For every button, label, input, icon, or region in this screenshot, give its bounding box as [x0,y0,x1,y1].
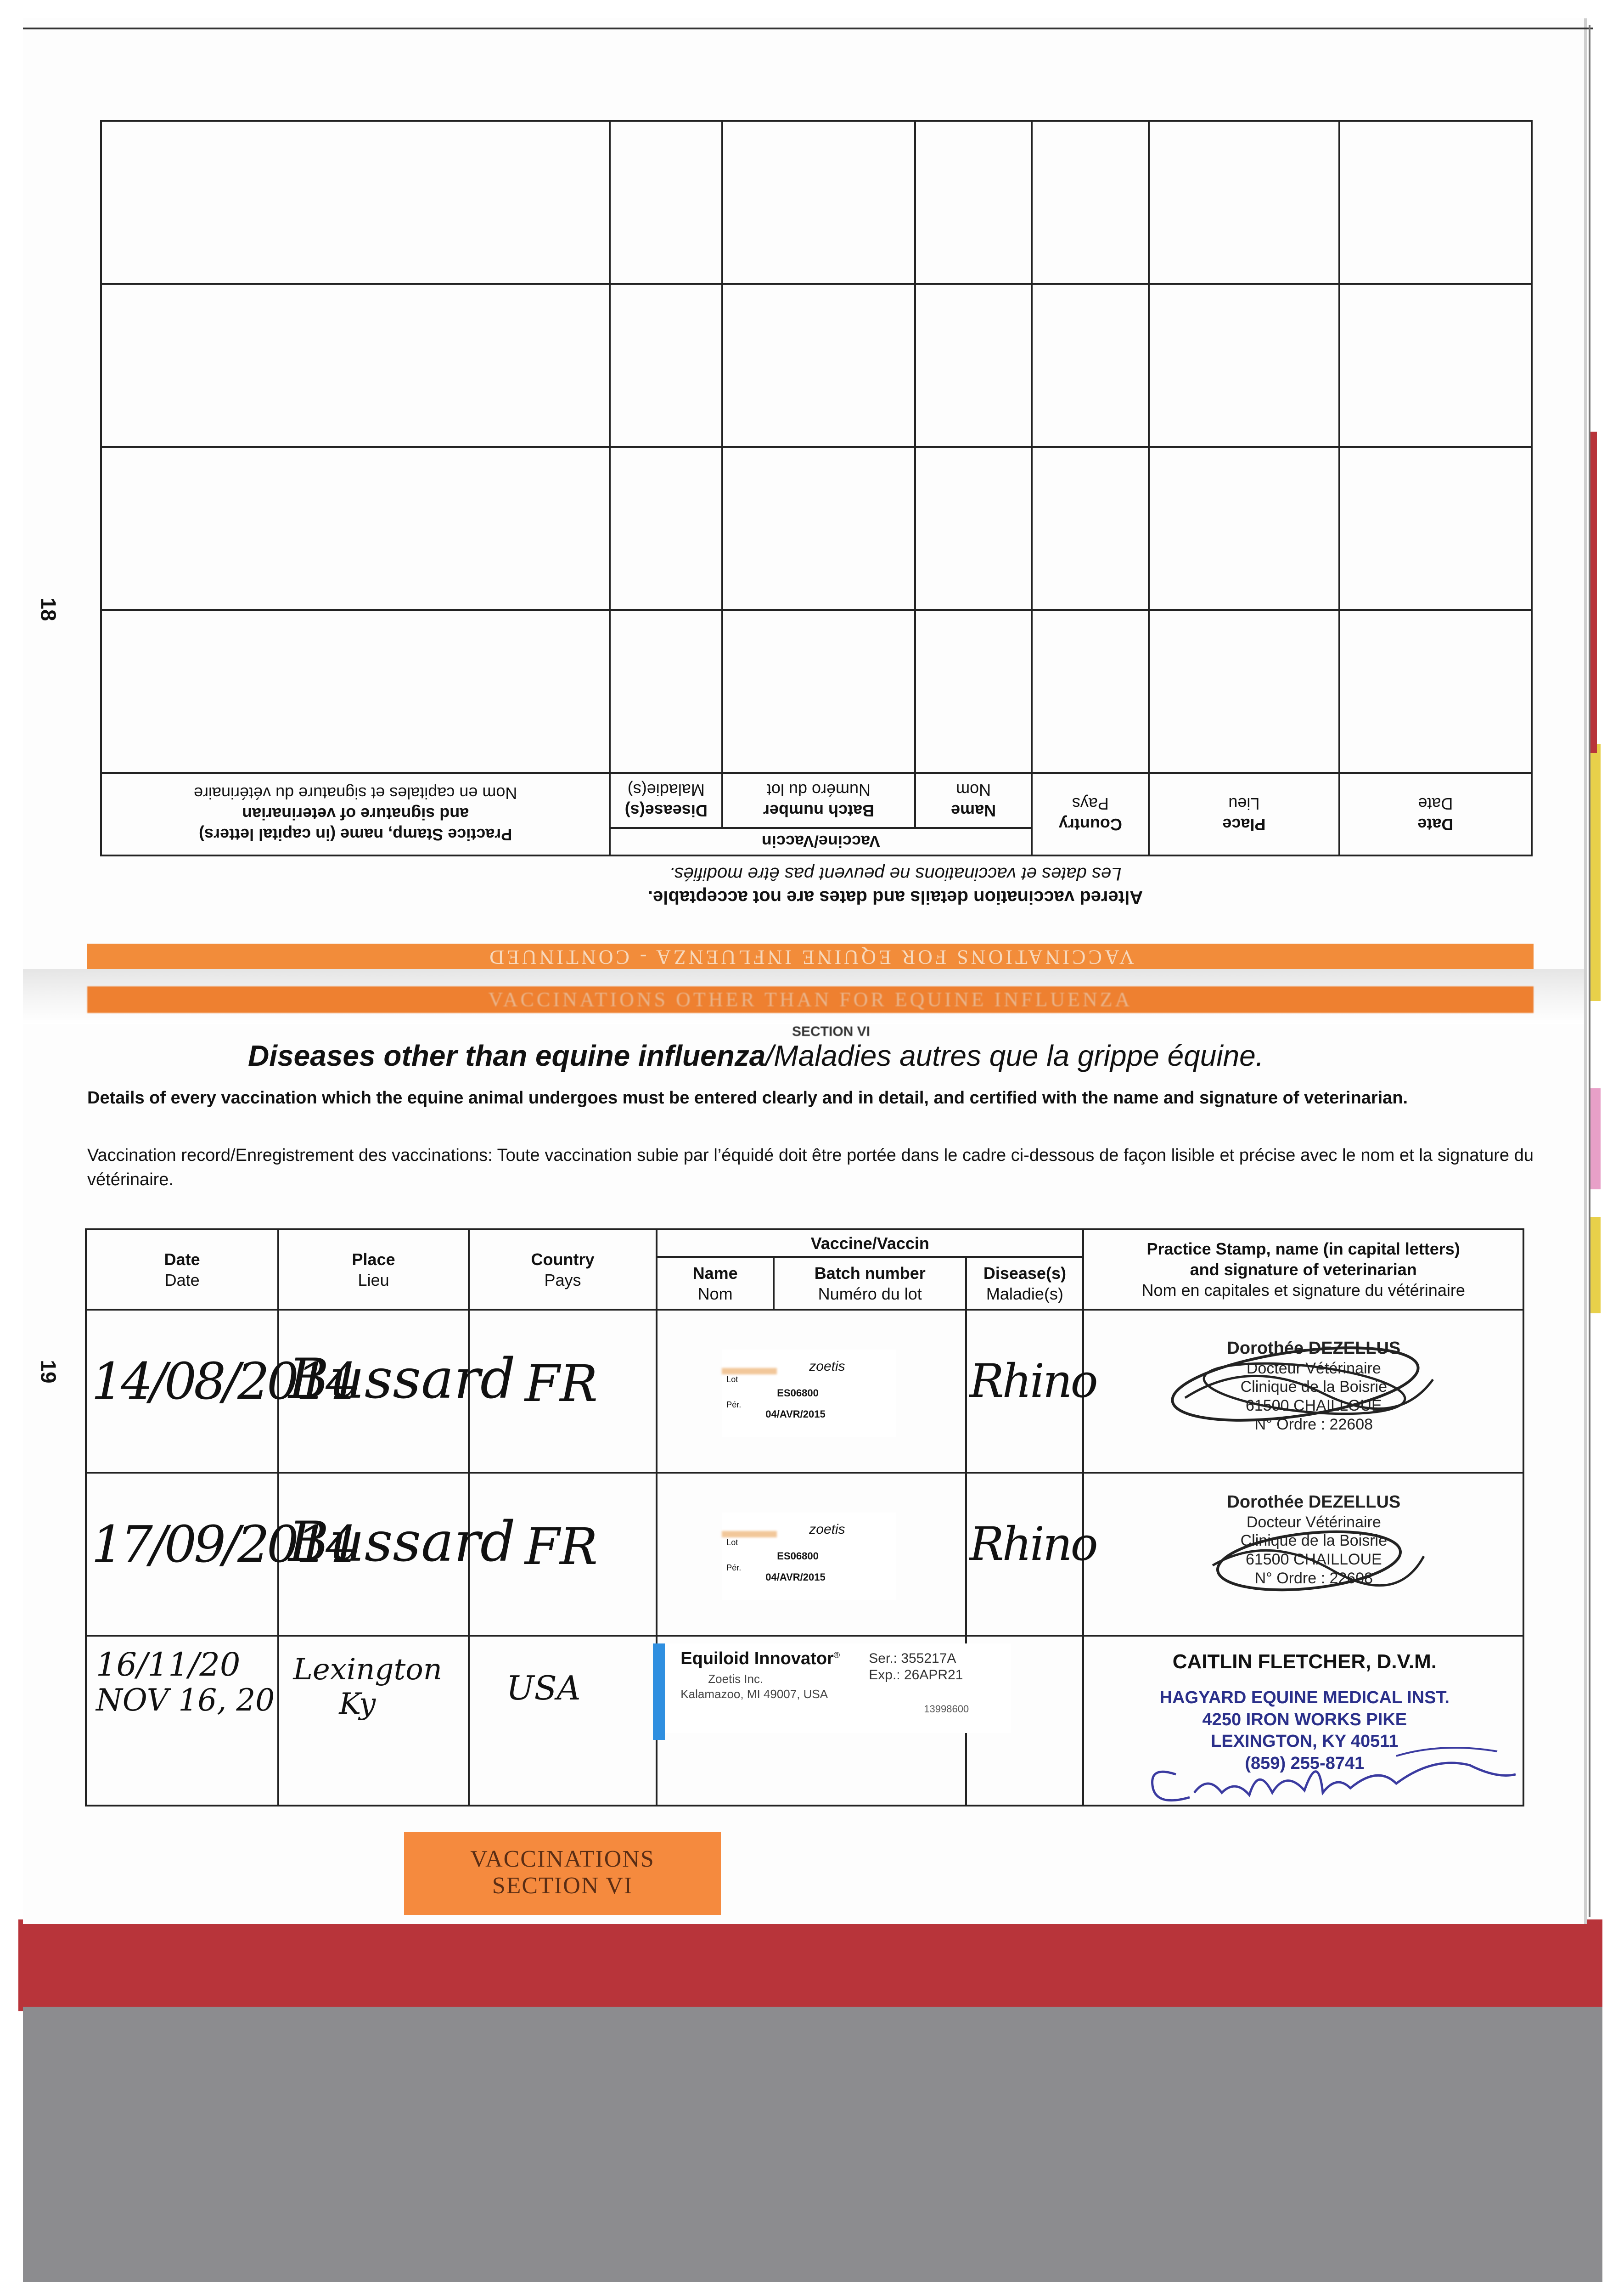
row3-label-blue-strip [653,1643,665,1740]
row1-vet-name: Dorothée DEZELLUS [1227,1339,1401,1358]
row3-label-cell [657,1636,969,1806]
row1-label-per: 04/AVR/2015 [765,1408,826,1420]
row1-country: FR [524,1354,598,1413]
row3-place-cell [278,1636,468,1806]
table-row [86,1310,1523,1473]
row1-label-blurred-product [722,1368,777,1374]
row2-country-cell [469,1473,657,1636]
scanner-bed [23,2007,1602,2282]
tab-line-1: VACCINATIONS [470,1846,655,1872]
row3-label-address: Kalamazoo, MI 49007, USA [680,1687,828,1701]
row1-label-brand: zoetis [809,1359,845,1374]
row1-country-cell [469,1310,657,1473]
row3-stamp-cell [1083,1636,1523,1806]
intro-french: Vaccination record/Enregistrement des vaccinations: Toute vaccination subie par l’équidé doit être portée dans le cadre ci-dessous de façon lisible et précise avec le nom et la signature du vétérinaire. [87,1146,1534,1190]
row2-label-blurred-product [722,1531,777,1537]
page-number-upper: 18 [36,597,61,621]
upper-header-name: Name Nom [915,773,1032,828]
upper-page-rotated [100,122,1533,856]
page-number-lower: 19 [36,1360,61,1384]
row2-label-per: 04/AVR/2015 [765,1571,826,1583]
row2-label-brand: zoetis [809,1522,845,1537]
section-title-rest: /Maladies autres que la grippe équine. [765,1039,1264,1072]
row2-signature-scribble [1194,1501,1433,1611]
row1-date: 14/08/2014 [91,1352,355,1411]
upper-header-country: Country Pays [1032,773,1149,855]
section-label: SECTION VI [792,1024,871,1039]
row2-disease: Rhino [969,1517,1096,1571]
row2-disease-cell [966,1473,1096,1636]
row2-date: 17/09/2014 [91,1515,355,1574]
row1-label-per-key: Pér. [726,1400,742,1409]
tab-line-2: SECTION VI [492,1873,633,1899]
lower-orange-band: VACCINATIONS OTHER THAN FOR EQUINE INFLUENZA [87,986,1534,1013]
row2-vet-town: 61500 CHAILLOUE [1245,1551,1382,1569]
row2-vet-clinic: Clinique de la Boisrie [1240,1532,1388,1550]
upper-empty-row [101,284,1532,447]
row1-signature-scribble [1158,1329,1451,1448]
row1-vet-town: 61500 CHAILLOUE [1245,1397,1382,1415]
upper-warning [597,863,1194,907]
row2-vet-title: Docteur Vétérinaire [1246,1513,1381,1531]
row2-label-lot: ES06800 [777,1550,819,1562]
row3-label-serial: Ser.: 355217A [869,1651,956,1666]
row2-place-cell [278,1473,516,1636]
section-tab-label [404,1832,721,1915]
row3-vaccine-label [653,1643,1011,1733]
row3-vet-city: LEXINGTON, KY 40511 [1211,1732,1399,1751]
row2-country: FR [524,1517,598,1576]
row1-place: Bussard [288,1347,516,1411]
upper-header-batch: Batch number Numéro du lot [722,773,915,828]
header-vaccine: Vaccine/Vaccin [657,1229,1083,1257]
row3-label-product-line [680,1649,840,1669]
intro-english: Details of every vaccination which the equine animal undergoes must be entered clearly and in detail, and certified with the name and signature of veterinarian. [87,1088,1408,1108]
upper-header-disease: Disease(s) Maladie(s) [610,773,722,828]
upper-empty-row [101,121,1532,284]
row3-date: 16/11/20 [96,1646,241,1683]
row3-place: Lexington [293,1653,442,1687]
row3-label-product: Equiloid Innovator [680,1649,834,1668]
section-tab-yellow-2 [1590,1217,1601,1313]
row3-label-tm: ® [833,1650,840,1660]
section-tab-yellow [1590,744,1601,1001]
upper-header-stamp: Practice Stamp, name (in capital letters) and signature of veterinarian Nom en capitales et signature du vétérinaire [101,773,610,855]
row2-vaccine-label [722,1513,896,1600]
row3-label-expiry: Exp.: 26APR21 [869,1667,963,1683]
row1-label-cell [657,1310,966,1473]
header-stamp: Practice Stamp, name (in capital letters) and signature of veterinarian Nom en capitales et signature du vétérinaire [1083,1229,1523,1310]
row3-date-2: NOV 16, 20 [96,1683,275,1718]
row1-vet-order: N° Ordre : 22608 [1254,1415,1373,1433]
row3-signature [1121,1738,1525,1820]
upper-header-place: Place Lieu [1149,773,1339,855]
row1-label-lot: ES06800 [777,1387,819,1399]
header-name: Name Nom [657,1257,774,1310]
row3-label-maker: Zoetis Inc. [708,1672,764,1686]
section-title-bold: Diseases other than equine influenza [248,1039,766,1072]
section-title [248,1039,1396,1073]
upper-header-vaccine: Vaccine/Vaccin [610,828,1032,855]
row1-disease-cell [966,1310,1096,1473]
upper-empty-row [101,447,1532,610]
upper-warning-en: Altered vaccination details and dates are not acceptable. [647,887,1143,907]
table-row [86,1636,1523,1806]
row3-vet-phone: (859) 255-8741 [1245,1753,1365,1773]
row1-stamp-cell [1083,1310,1523,1473]
upper-empty-row [101,610,1532,773]
row3-country-cell [469,1636,657,1806]
row1-vet-clinic: Clinique de la Boisrie [1240,1378,1388,1396]
page-edge-top [23,28,1593,29]
header-place: Place Lieu [278,1229,468,1310]
passport-cover [18,1919,1602,2011]
row1-place-cell [278,1310,516,1473]
row2-vet-order: N° Ordre : 22608 [1254,1569,1373,1587]
row2-date-cell [86,1473,355,1636]
table-row [86,1473,1523,1636]
row1-date-cell [86,1310,355,1473]
row3-date-cell [86,1636,278,1806]
upper-vaccination-table [100,120,1533,856]
upper-header-date: Date Date [1339,773,1532,855]
upper-orange-band: VACCINATIONS FOR EQUINE INFLUENZA - CONTINUED [87,944,1534,970]
row3-country: USA [506,1669,581,1707]
row1-label-lot-key: Lot [726,1375,738,1384]
row3-place-2: Ky [339,1687,376,1721]
row2-label-per-key: Pér. [726,1563,742,1572]
row2-place: Bussard [288,1510,516,1574]
row2-label-lot-key: Lot [726,1538,738,1547]
upper-warning-fr: Les dates et vaccinations ne peuvent pas être modifiés. [669,864,1122,884]
header-date: Date Date [86,1229,278,1310]
row3-vet-inst: HAGYARD EQUINE MEDICAL INST. [1159,1688,1450,1707]
section-tab-red [1590,432,1597,753]
row2-label-cell [657,1473,966,1636]
row1-disease: Rhino [969,1354,1096,1408]
header-disease: Disease(s) Maladie(s) [966,1257,1083,1310]
row2-stamp-cell [1083,1473,1523,1636]
row3-vet-street: 4250 IRON WORKS PIKE [1202,1710,1407,1729]
lower-vaccination-table [85,1228,1524,1806]
row1-vet-title: Docteur Vétérinaire [1246,1359,1381,1377]
header-batch: Batch number Numéro du lot [774,1257,966,1310]
row1-vaccine-label [722,1350,896,1437]
row3-label-code: 13998600 [924,1703,969,1715]
row3-vet-name: CAITLIN FLETCHER, D.V.M. [1172,1650,1437,1673]
row2-vet-name: Dorothée DEZELLUS [1227,1492,1401,1512]
section-tab-pink [1590,1088,1601,1189]
header-country: Country Pays [469,1229,657,1310]
